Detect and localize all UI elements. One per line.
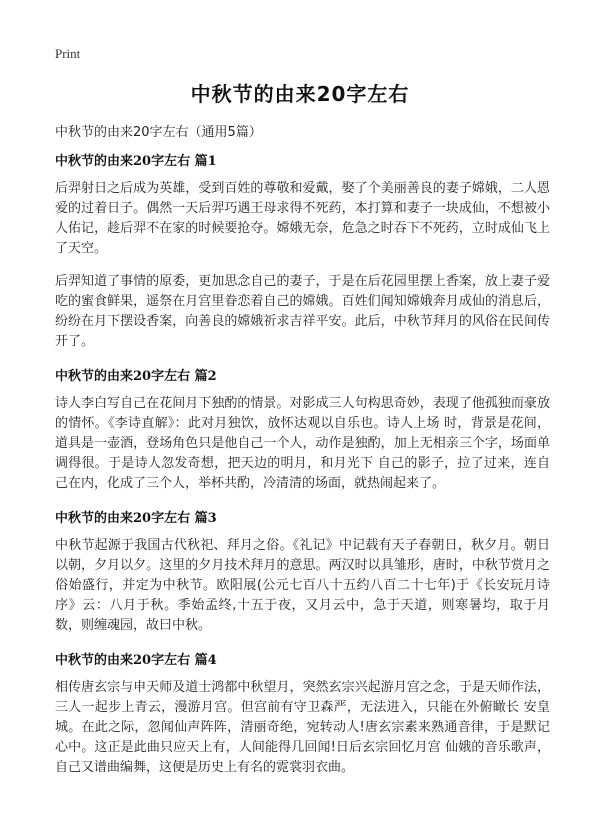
page-title: 中秋节的由来20字左右 <box>190 82 410 106</box>
article-body <box>55 150 550 791</box>
section-paragraph: 中秋节起源于我国古代秋祀、拜月之俗。《礼记》中记载有天子春朝日，秋夕月。朝日以朝，夕月以夕。这里的夕月技术拜月的意思。两汉时以具雏形，唐时，中秋节赏月之俗始盛行，并定为中秋节。欧阳展(公元七百八十五约八百二十七年)于《长安玩月诗序》云：八月于秋。季始孟终,十五于夜，又月云中，急于天道，则寒暑均，取于月数，则缠魂园，故曰中秋。 <box>55 538 550 633</box>
print-link[interactable]: Print <box>55 46 81 61</box>
section-heading: 中秋节的由来20字左右 篇4 <box>55 653 217 668</box>
section-paragraph: 相传唐玄宗与申天师及道士鸿都中秋望月，突然玄宗兴起游月宫之念，于是天师作法，三人一起步上青云，漫游月宫。但宫前有守卫森严，无法进入，只能在外俯瞰长 安皇城。在此之际，忽闻仙声阵阵，清丽奇绝，宛转动人!唐玄宗素来熟通音律，于是默记心中。这正是此曲只应天上有，人间能得几回闻!日后玄宗回忆月宫 仙娥的音乐歌声，自己又谱曲编舞，这便是历史上有名的霓裳羽衣曲。 <box>55 680 550 775</box>
section-heading: 中秋节的由来20字左右 篇1 <box>55 154 217 169</box>
section-paragraph: 后羿射日之后成为英雄，受到百姓的尊敬和爱戴，娶了个美丽善良的妻子嫦娥，二人恩爱的过着日子。偶然一天后羿巧遇王母求得不死药，本打算和妻子一块成仙，不想被小人佑记，趁后羿不在家的时候要抢夺。嫦娥无奈，危急之时吞下不死药，立时成仙飞上了天空。 <box>55 181 550 256</box>
section-paragraph: 诗人李白写自己在花间月下独酌的情景。对影成三人句构思奇妙，表现了他孤独而豪放的情怀。《李诗直解》：此对月独饮，放怀达观以自乐也。诗人上场 时，背景是花间，道具是一壶酒，登场角色只是他自己一个人，动作是独酌，加上无相亲三个字，场面单调得很。于是诗人忽发奇想，把天边的明月，和月光下 自己的影子，拉了过来，连自己在内，化成了三个人，举杯共酌，冷清清的场面，就热闹起来了。 <box>55 396 550 491</box>
document-subtitle: 中秋节的由来20字左右（通用5篇） <box>55 125 262 140</box>
section-paragraph: 后羿知道了事情的原委，更加思念自己的妻子，于是在后花园里摆上香案，放上妻子爱吃的蜜食鲜果，遥祭在月宫里眷恋着自己的嫦娥。百姓们闻知嫦娥奔月成仙的消息后，纷纷在月下摆设香案，向善良的嫦娥祈求吉祥平安。此后，中秋节拜月的风俗在民间传开了。 <box>55 274 550 349</box>
section-heading: 中秋节的由来20字左右 篇2 <box>55 369 217 384</box>
article-section-2 <box>55 365 550 494</box>
article-section-1 <box>55 150 550 352</box>
article-section-4 <box>55 649 550 778</box>
article-section-3 <box>55 507 550 636</box>
section-heading: 中秋节的由来20字左右 篇3 <box>55 511 217 526</box>
